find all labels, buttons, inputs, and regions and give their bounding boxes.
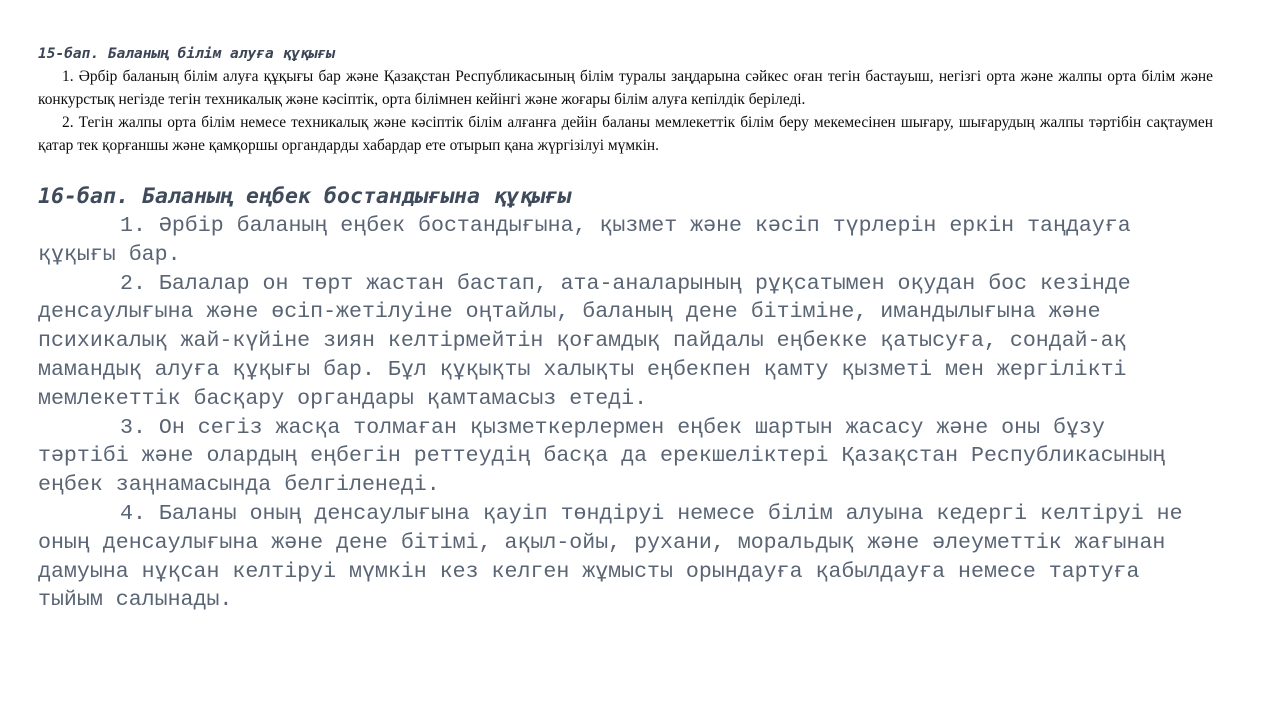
article-16-heading: 16-бап. Баланың еңбек бостандығына құқығы (38, 184, 572, 209)
article-15-paragraph-2: 2. Тегін жалпы орта білім немесе техникалық және кәсіптік білім алғанға дейін баланы мемлекеттік білім беру мекемесінен шығару, шығарудың жалпы тәртібін сақтаумен қатар тек қорғаншы және қамқоршы органдарды хабардар ете отырып қана жүргізілуі мүмкін. (38, 114, 1213, 154)
article-15-section (38, 43, 1213, 157)
article-15-heading: 15-бап. Баланың білім алуға құқығы (38, 46, 335, 62)
article-15-paragraph-1: 1. Әрбір баланың білім алуға құқығы бар және Қазақстан Республикасының білім туралы заңдарына сәйкес оған тегін бастауыш, негізгі орта және жалпы орта білім және конкурстық негізде тегін техникалық және кәсіптік, орта білімнен кейінгі және жоғары білім алуға кепілдік беріледі. (38, 68, 1213, 108)
article-16-paragraph-3: 3. Он сегіз жасқа толмаған қызметкерлермен еңбек шартын жасасу және оны бұзу тәртібі және олардың еңбегін реттеудің басқа да ерекшеліктері Қазақстан Республикасының еңбек заңнамасында белгіленеді. (38, 415, 1166, 498)
article-16-paragraph-1: 1. Әрбір баланың еңбек бостандығына, қызмет және кәсіп түрлерін еркін таңдауға құқығы бар. (38, 214, 1131, 267)
article-16-paragraph-2: 2. Балалар он төрт жастан бастап, ата-аналарының рұқсатымен оқудан бос кезінде денсаулығына және өсіп-жетілуіне оңтайлы, баланың дене бітіміне, имандылығына және психикалық жай-күйіне зиян келтірмейтін қоғамдық пайдалы еңбекке қатысуға, сондай-ақ мамандық алуға құқығы бар. Бұл құқықты халықты еңбекпен қамту қызметі мен жергілікті мемлекеттік басқару органдары қамтамасыз етеді. (38, 271, 1131, 411)
article-16-paragraph-4: 4. Баланы оның денсаулығына қауіп төндіруі немесе білім алуына кедергі келтіруі не оның денсаулығына және дене бітімі, ақыл-ойы, рухани, моральдық және әлеуметтік жағынан дамуына нұқсан келтіруі мүмкін кез келген жұмысты орындауға қабылдауға немесе тартуға тыйым салынады. (38, 501, 1183, 613)
article-16-section (38, 181, 1188, 615)
